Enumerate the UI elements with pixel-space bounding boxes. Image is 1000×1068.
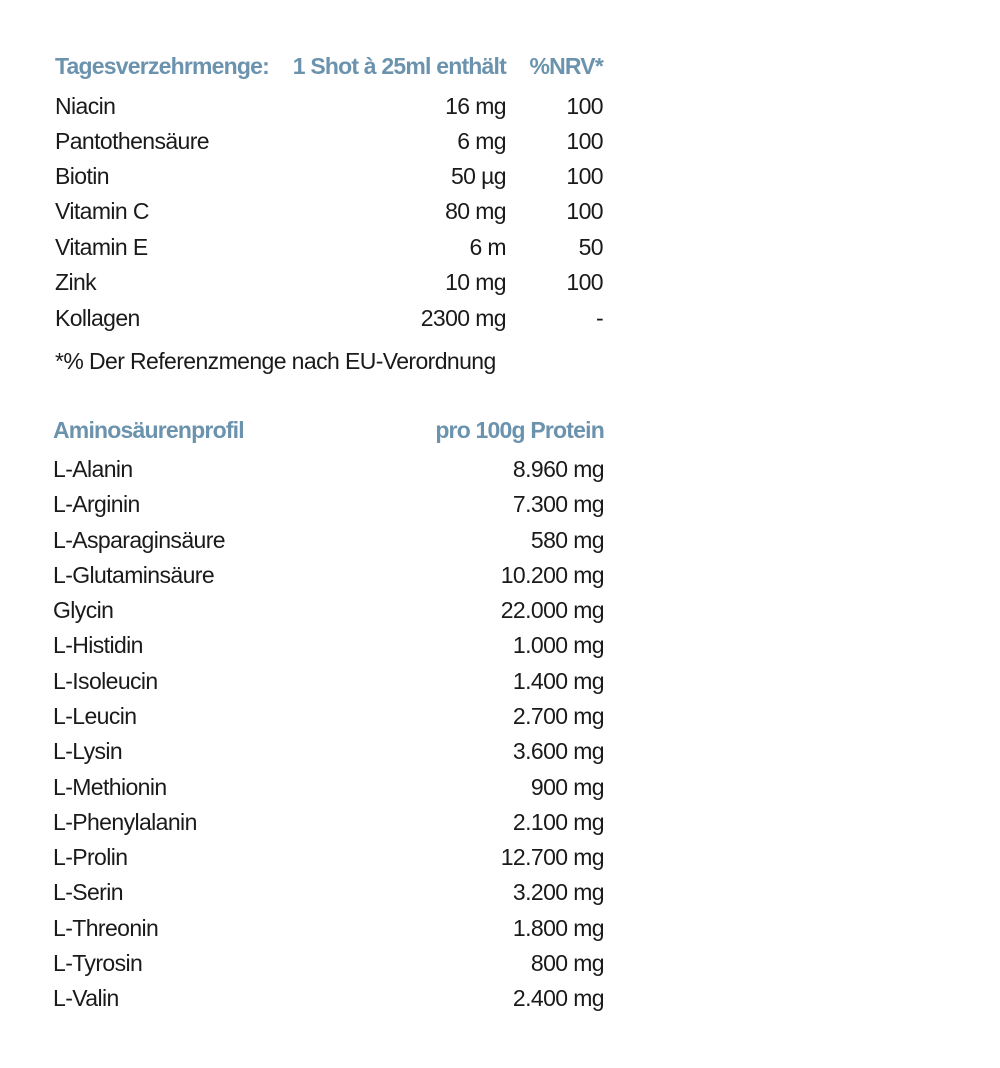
amino-row	[0, 805, 1000, 839]
nutrient-table-header	[0, 49, 1000, 83]
amino-row	[0, 452, 1000, 486]
amino-row	[0, 911, 1000, 945]
nutrient-nrv: 100	[566, 93, 603, 119]
amino-value: 7.300 mg	[512, 491, 604, 517]
amino-value: 580 mg	[530, 527, 604, 553]
nutrient-amount: 6 mg	[457, 128, 506, 154]
amino-row	[0, 981, 1000, 1015]
header-amino-profile: Aminosäurenprofil	[53, 417, 244, 443]
amino-value: 10.200 mg	[500, 562, 604, 588]
amino-name: L-Prolin	[53, 844, 128, 870]
amino-value: 3.600 mg	[512, 738, 604, 764]
amino-value: 1.800 mg	[512, 915, 604, 941]
amino-row	[0, 699, 1000, 733]
header-per-100g-protein: pro 100g Protein	[435, 417, 604, 443]
nutrient-name: Zink	[55, 269, 97, 295]
nutrient-amount: 80 mg	[445, 198, 506, 224]
amino-name: L-Alanin	[53, 456, 133, 482]
nutrient-amount: 16 mg	[445, 93, 506, 119]
amino-row	[0, 487, 1000, 521]
amino-value: 1.000 mg	[512, 632, 604, 658]
nutrient-row	[0, 265, 1000, 299]
nutrient-nrv: 100	[566, 198, 603, 224]
nutrient-name: Vitamin C	[55, 198, 149, 224]
amino-value: 1.400 mg	[512, 668, 604, 694]
nutrient-row	[0, 301, 1000, 335]
amino-name: Glycin	[53, 597, 114, 623]
amino-name: L-Isoleucin	[53, 668, 158, 694]
amino-name: L-Phenylalanin	[53, 809, 197, 835]
nutrient-row	[0, 89, 1000, 123]
amino-name: L-Methionin	[53, 774, 167, 800]
nutrient-nrv: -	[595, 305, 603, 331]
amino-value: 2.400 mg	[512, 985, 604, 1011]
amino-name: L-Glutaminsäure	[53, 562, 215, 588]
amino-row	[0, 628, 1000, 662]
nutrient-nrv: 100	[566, 269, 603, 295]
amino-table-header	[0, 413, 1000, 447]
amino-name: L-Histidin	[53, 632, 143, 658]
amino-row	[0, 734, 1000, 768]
amino-row	[0, 664, 1000, 698]
nrv-footnote: *% Der Referenzmenge nach EU-Verordnung	[55, 348, 496, 374]
nutrient-name: Kollagen	[55, 305, 140, 331]
amino-row	[0, 875, 1000, 909]
amino-name: L-Lysin	[53, 738, 123, 764]
amino-value: 2.100 mg	[512, 809, 604, 835]
amino-value: 2.700 mg	[512, 703, 604, 729]
nutrient-name: Biotin	[55, 163, 109, 189]
nutrient-amount: 10 mg	[445, 269, 506, 295]
amino-name: L-Threonin	[53, 915, 159, 941]
amino-name: L-Arginin	[53, 491, 140, 517]
amino-value: 3.200 mg	[512, 879, 604, 905]
amino-row	[0, 558, 1000, 592]
amino-name: L-Tyrosin	[53, 950, 143, 976]
amino-name: L-Asparaginsäure	[53, 527, 225, 553]
nutrient-nrv: 100	[566, 163, 603, 189]
nutrient-nrv: 50	[578, 234, 603, 260]
amino-name: L-Serin	[53, 879, 123, 905]
amino-row	[0, 840, 1000, 874]
nutrient-amount: 6 m	[469, 234, 506, 260]
amino-value: 12.700 mg	[500, 844, 604, 870]
header-daily-intake: Tagesverzehrmenge:	[55, 53, 269, 79]
amino-name: L-Valin	[53, 985, 119, 1011]
nutrient-row	[0, 159, 1000, 193]
nutrient-name: Pantothensäure	[55, 128, 210, 154]
amino-value: 900 mg	[530, 774, 604, 800]
amino-value: 8.960 mg	[512, 456, 604, 482]
amino-row	[0, 593, 1000, 627]
header-shot-amount: 1 Shot à 25ml enthält	[292, 53, 506, 79]
amino-row	[0, 946, 1000, 980]
amino-value: 800 mg	[530, 950, 604, 976]
nutrient-row	[0, 230, 1000, 264]
header-nrv: %NRV*	[529, 53, 603, 79]
amino-value: 22.000 mg	[500, 597, 604, 623]
nutrient-name: Niacin	[55, 93, 116, 119]
nutrient-nrv: 100	[566, 128, 603, 154]
nutrient-row	[0, 124, 1000, 158]
nutrient-row	[0, 194, 1000, 228]
nutrient-name: Vitamin E	[55, 234, 148, 260]
amino-row	[0, 770, 1000, 804]
nutrient-amount: 2300 mg	[420, 305, 506, 331]
nutrient-amount: 50 µg	[450, 163, 506, 189]
amino-row	[0, 523, 1000, 557]
amino-name: L-Leucin	[53, 703, 137, 729]
